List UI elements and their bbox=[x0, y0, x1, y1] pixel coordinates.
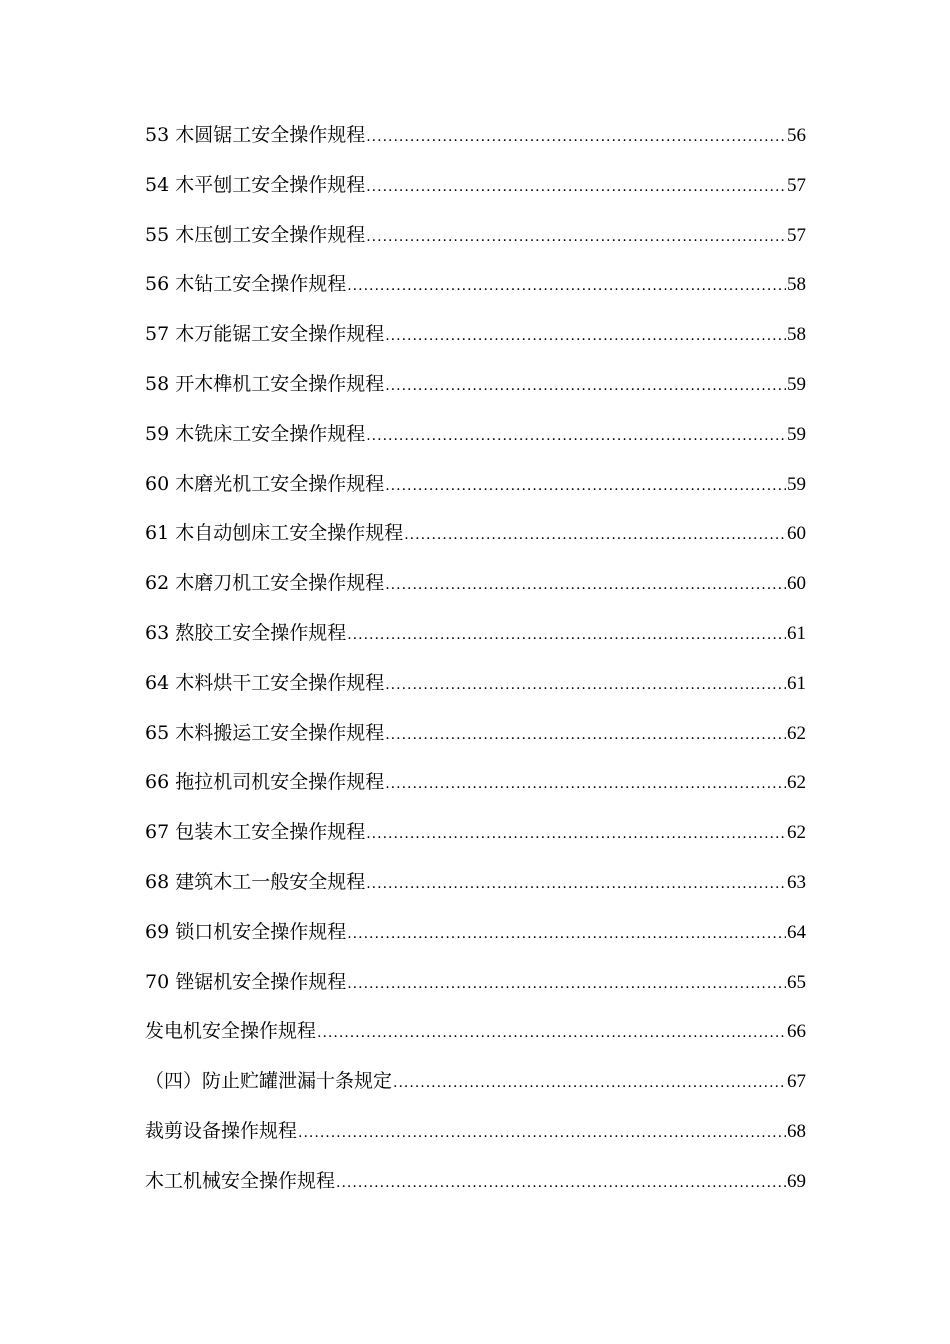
toc-leader-dots bbox=[366, 163, 786, 213]
toc-entry[interactable] bbox=[145, 808, 806, 858]
toc-entry-title: 60 木磨光机工安全操作规程 bbox=[145, 472, 385, 495]
toc-entry[interactable] bbox=[145, 659, 806, 709]
toc-leader-dots bbox=[336, 1159, 786, 1209]
toc-entry-page: 66 bbox=[787, 1021, 806, 1043]
toc-leader-dots bbox=[385, 661, 786, 711]
toc-entry[interactable] bbox=[145, 360, 806, 410]
toc-entry[interactable] bbox=[145, 609, 806, 659]
toc-entry-title: 发电机安全操作规程 bbox=[145, 1020, 317, 1043]
toc-entry[interactable] bbox=[145, 410, 806, 460]
toc-entry-title: 53 木圆锯工安全操作规程 bbox=[145, 124, 366, 146]
toc-entry-page: 60 bbox=[787, 523, 806, 545]
toc-leader-dots bbox=[385, 711, 786, 761]
toc-entry-page: 64 bbox=[787, 921, 806, 943]
toc-entry-page: 63 bbox=[787, 871, 806, 893]
toc-entry[interactable] bbox=[145, 559, 806, 609]
toc-entry-page: 59 bbox=[787, 373, 806, 395]
toc-entry[interactable] bbox=[145, 111, 806, 161]
toc-entry[interactable] bbox=[145, 709, 806, 759]
toc-entry-title: 65 木料搬运工安全操作规程 bbox=[145, 721, 385, 744]
toc-entry-page: 60 bbox=[787, 573, 806, 595]
toc-entry-title: 67 包装木工安全操作规程 bbox=[145, 821, 366, 844]
toc-entry-title: （四）防止贮罐泄漏十条规定 bbox=[145, 1070, 393, 1093]
toc-entry-title: 62 木磨刀机工安全操作规程 bbox=[145, 572, 385, 595]
toc-leader-dots bbox=[404, 511, 786, 561]
toc-leader-dots bbox=[385, 760, 786, 810]
toc-entry[interactable] bbox=[145, 858, 806, 908]
toc-entry-page: 59 bbox=[787, 473, 806, 495]
toc-leader-dots bbox=[366, 113, 786, 163]
toc-leader-dots bbox=[366, 213, 786, 263]
toc-entry-page: 68 bbox=[787, 1120, 806, 1142]
toc-leader-dots bbox=[366, 860, 786, 910]
toc-leader-dots bbox=[385, 561, 786, 611]
toc-entry-page: 69 bbox=[787, 1170, 806, 1192]
toc-entry-title: 59 木铣床工安全操作规程 bbox=[145, 422, 366, 445]
toc-entry-page: 57 bbox=[787, 224, 806, 246]
toc-leader-dots bbox=[347, 910, 786, 960]
toc-entry-page: 56 bbox=[787, 125, 806, 146]
toc-entry[interactable] bbox=[145, 1007, 806, 1057]
toc-entry-page: 62 bbox=[787, 722, 806, 744]
toc-leader-dots bbox=[366, 412, 786, 462]
toc-entry-title: 55 木压刨工安全操作规程 bbox=[145, 223, 366, 246]
toc-leader-dots bbox=[366, 810, 786, 860]
toc-entry-title: 69 锁口机安全操作规程 bbox=[145, 920, 347, 943]
toc-entry[interactable] bbox=[145, 758, 806, 808]
toc-entry-title: 66 拖拉机司机安全操作规程 bbox=[145, 771, 385, 794]
toc-entry[interactable] bbox=[145, 260, 806, 310]
toc-entry-page: 59 bbox=[787, 423, 806, 445]
toc-entry[interactable] bbox=[145, 161, 806, 211]
toc-leader-dots bbox=[385, 362, 786, 412]
toc-leader-dots bbox=[385, 462, 786, 512]
toc-entry-title: 裁剪设备操作规程 bbox=[145, 1119, 298, 1142]
toc-entry[interactable] bbox=[145, 908, 806, 958]
toc-entry-title: 57 木万能锯工安全操作规程 bbox=[145, 323, 385, 346]
toc-leader-dots bbox=[385, 312, 786, 362]
toc-entry-page: 58 bbox=[787, 274, 806, 296]
toc-leader-dots bbox=[393, 1059, 786, 1109]
toc-entry-title: 70 锉锯机安全操作规程 bbox=[145, 970, 347, 993]
toc-leader-dots bbox=[347, 960, 786, 1010]
toc-entry-page: 65 bbox=[787, 971, 806, 993]
toc-leader-dots bbox=[347, 611, 786, 661]
toc-entry[interactable] bbox=[145, 211, 806, 261]
toc-entry-title: 63 熬胶工安全操作规程 bbox=[145, 621, 347, 644]
toc-entry-title: 54 木平刨工安全操作规程 bbox=[145, 173, 366, 196]
toc-entry-title: 58 开木榫机工安全操作规程 bbox=[145, 372, 385, 395]
table-of-contents bbox=[145, 111, 806, 1207]
toc-entry[interactable] bbox=[145, 1157, 806, 1207]
toc-entry-page: 67 bbox=[787, 1071, 806, 1093]
toc-leader-dots bbox=[347, 262, 786, 312]
toc-entry[interactable] bbox=[145, 1107, 806, 1157]
toc-entry[interactable] bbox=[145, 1057, 806, 1107]
toc-entry[interactable] bbox=[145, 460, 806, 510]
toc-entry-page: 58 bbox=[787, 324, 806, 346]
toc-entry[interactable] bbox=[145, 509, 806, 559]
toc-entry-title: 64 木料烘干工安全操作规程 bbox=[145, 671, 385, 694]
toc-entry[interactable] bbox=[145, 310, 806, 360]
toc-entry[interactable] bbox=[145, 958, 806, 1008]
toc-entry-title: 68 建筑木工一般安全规程 bbox=[145, 870, 366, 893]
toc-entry-title: 木工机械安全操作规程 bbox=[145, 1169, 336, 1192]
toc-entry-page: 61 bbox=[787, 672, 806, 694]
toc-entry-page: 57 bbox=[787, 174, 806, 196]
toc-leader-dots bbox=[298, 1109, 786, 1159]
toc-entry-page: 61 bbox=[787, 622, 806, 644]
toc-entry-page: 62 bbox=[787, 772, 806, 794]
toc-leader-dots bbox=[317, 1009, 786, 1059]
toc-entry-page: 62 bbox=[787, 822, 806, 844]
toc-entry-title: 61 木自动刨床工安全操作规程 bbox=[145, 522, 404, 545]
toc-entry-title: 56 木钻工安全操作规程 bbox=[145, 273, 347, 296]
